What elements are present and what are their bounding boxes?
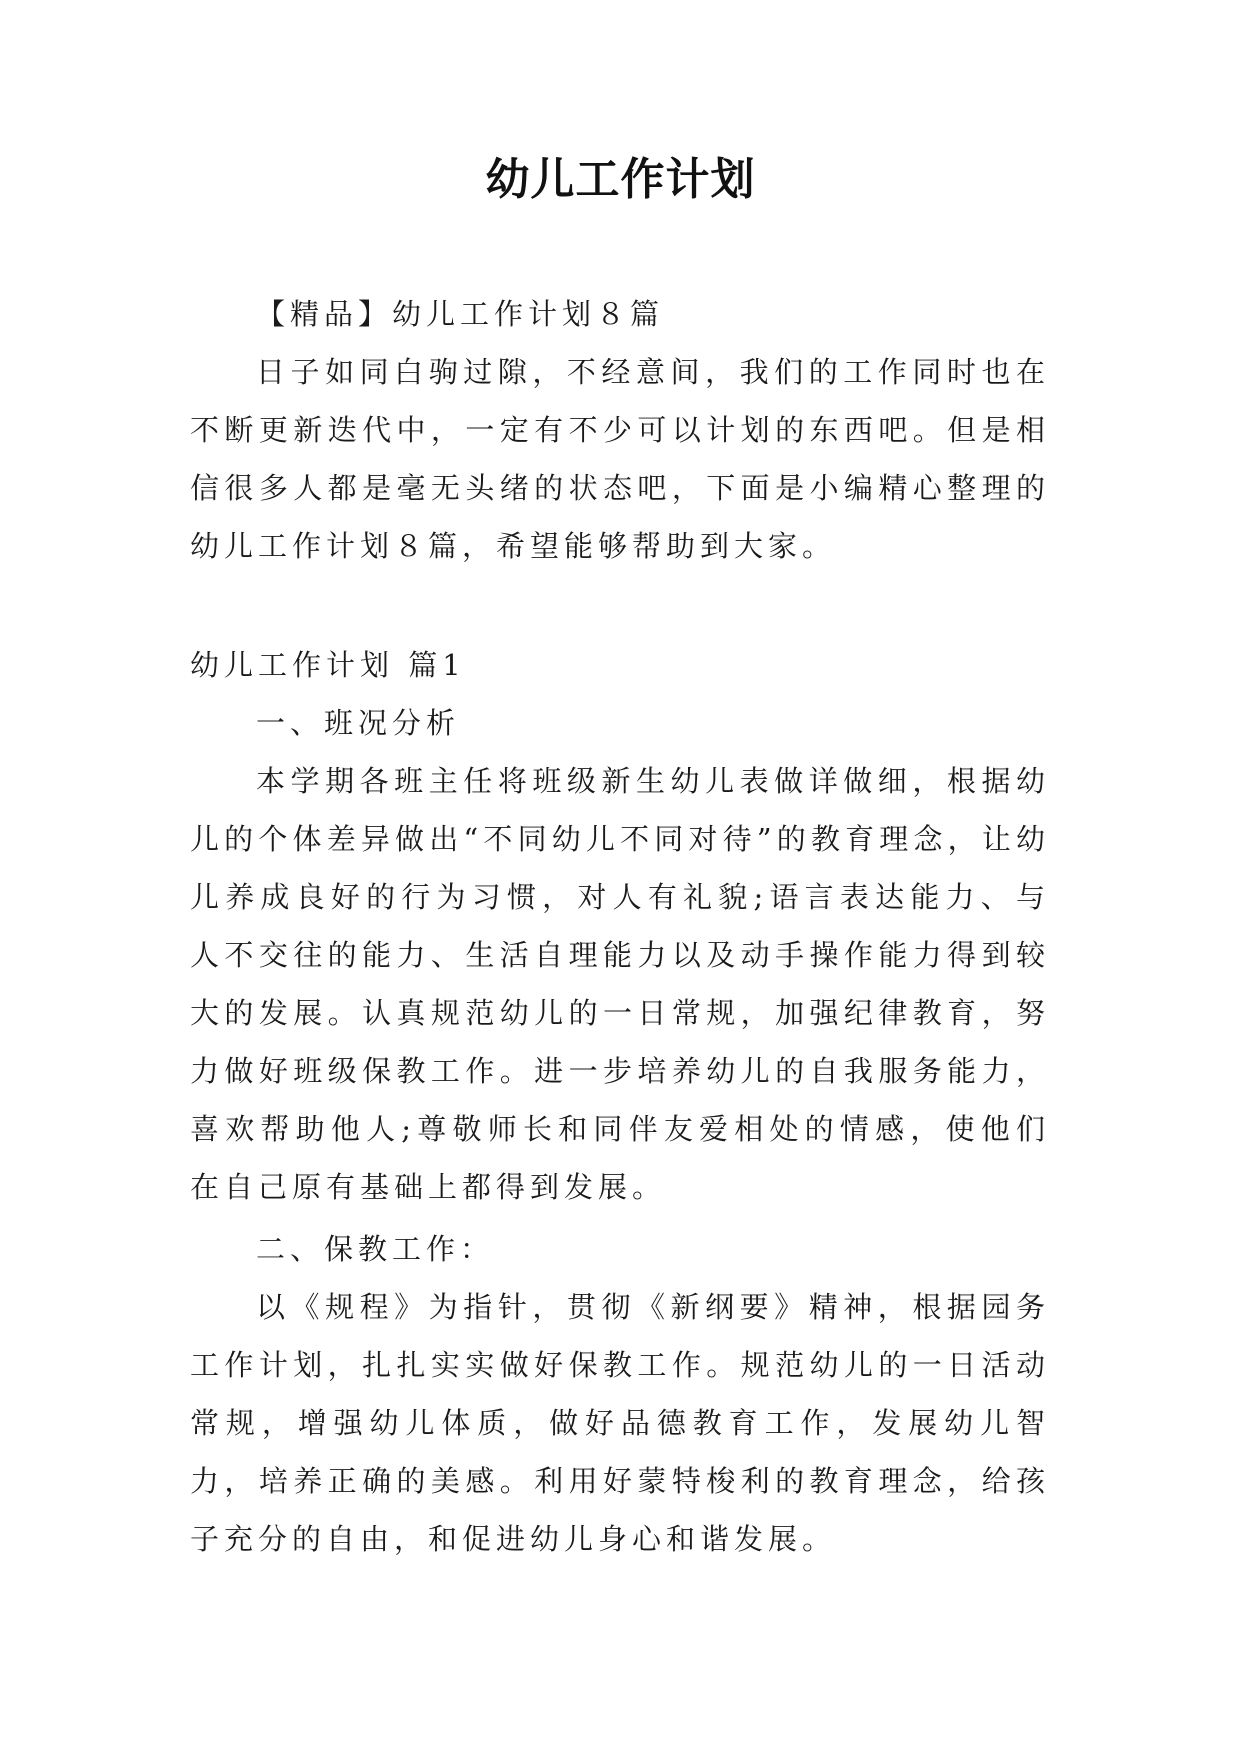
subheading-class-analysis: 一、班况分析 <box>256 706 461 740</box>
paragraph-care-education: 以《规程》为指针，贯彻《新纲要》精神，根据园务工作计划，扎扎实实做好保教工作。规范幼儿的一日活动常规，增强幼儿体质，做好品德教育工作，发展幼儿智力，培养正确的美感。利用好蒙特梭利的教育理念，给孩子充分的自由，和促进幼儿身心和谐发展。 <box>190 1290 1050 1556</box>
intro-heading: 【精品】幼儿工作计划８篇 <box>256 297 665 331</box>
paragraph-class-analysis: 本学期各班主任将班级新生幼儿表做详做细，根据幼儿的个体差异做出“不同幼儿不同对待”的教育理念，让幼儿养成良好的行为习惯，对人有礼貌;语言表达能力、与人不交往的能力、生活自理能力以及动手操作能力得到较大的发展。认真规范幼儿的一日常规，加强纪律教育，努力做好班级保教工作。进一步培养幼儿的自我服务能力，喜欢帮助他人;尊敬师长和同伴友爱相处的情感，使他们在自己原有基础上都得到发展。 <box>190 764 1050 1204</box>
document-title: 幼儿工作计划 <box>485 154 756 205</box>
subheading-care-education: 二、保教工作： <box>256 1232 495 1266</box>
intro-paragraph: 日子如同白驹过隙，不经意间，我们的工作同时也在不断更新迭代中，一定有不少可以计划的东西吧。但是相信很多人都是毫无头绪的状态吧，下面是小编精心整理的幼儿工作计划８篇，希望能够帮助到大家。 <box>190 355 1050 563</box>
section-heading: 幼儿工作计划 篇1 <box>190 648 466 682</box>
